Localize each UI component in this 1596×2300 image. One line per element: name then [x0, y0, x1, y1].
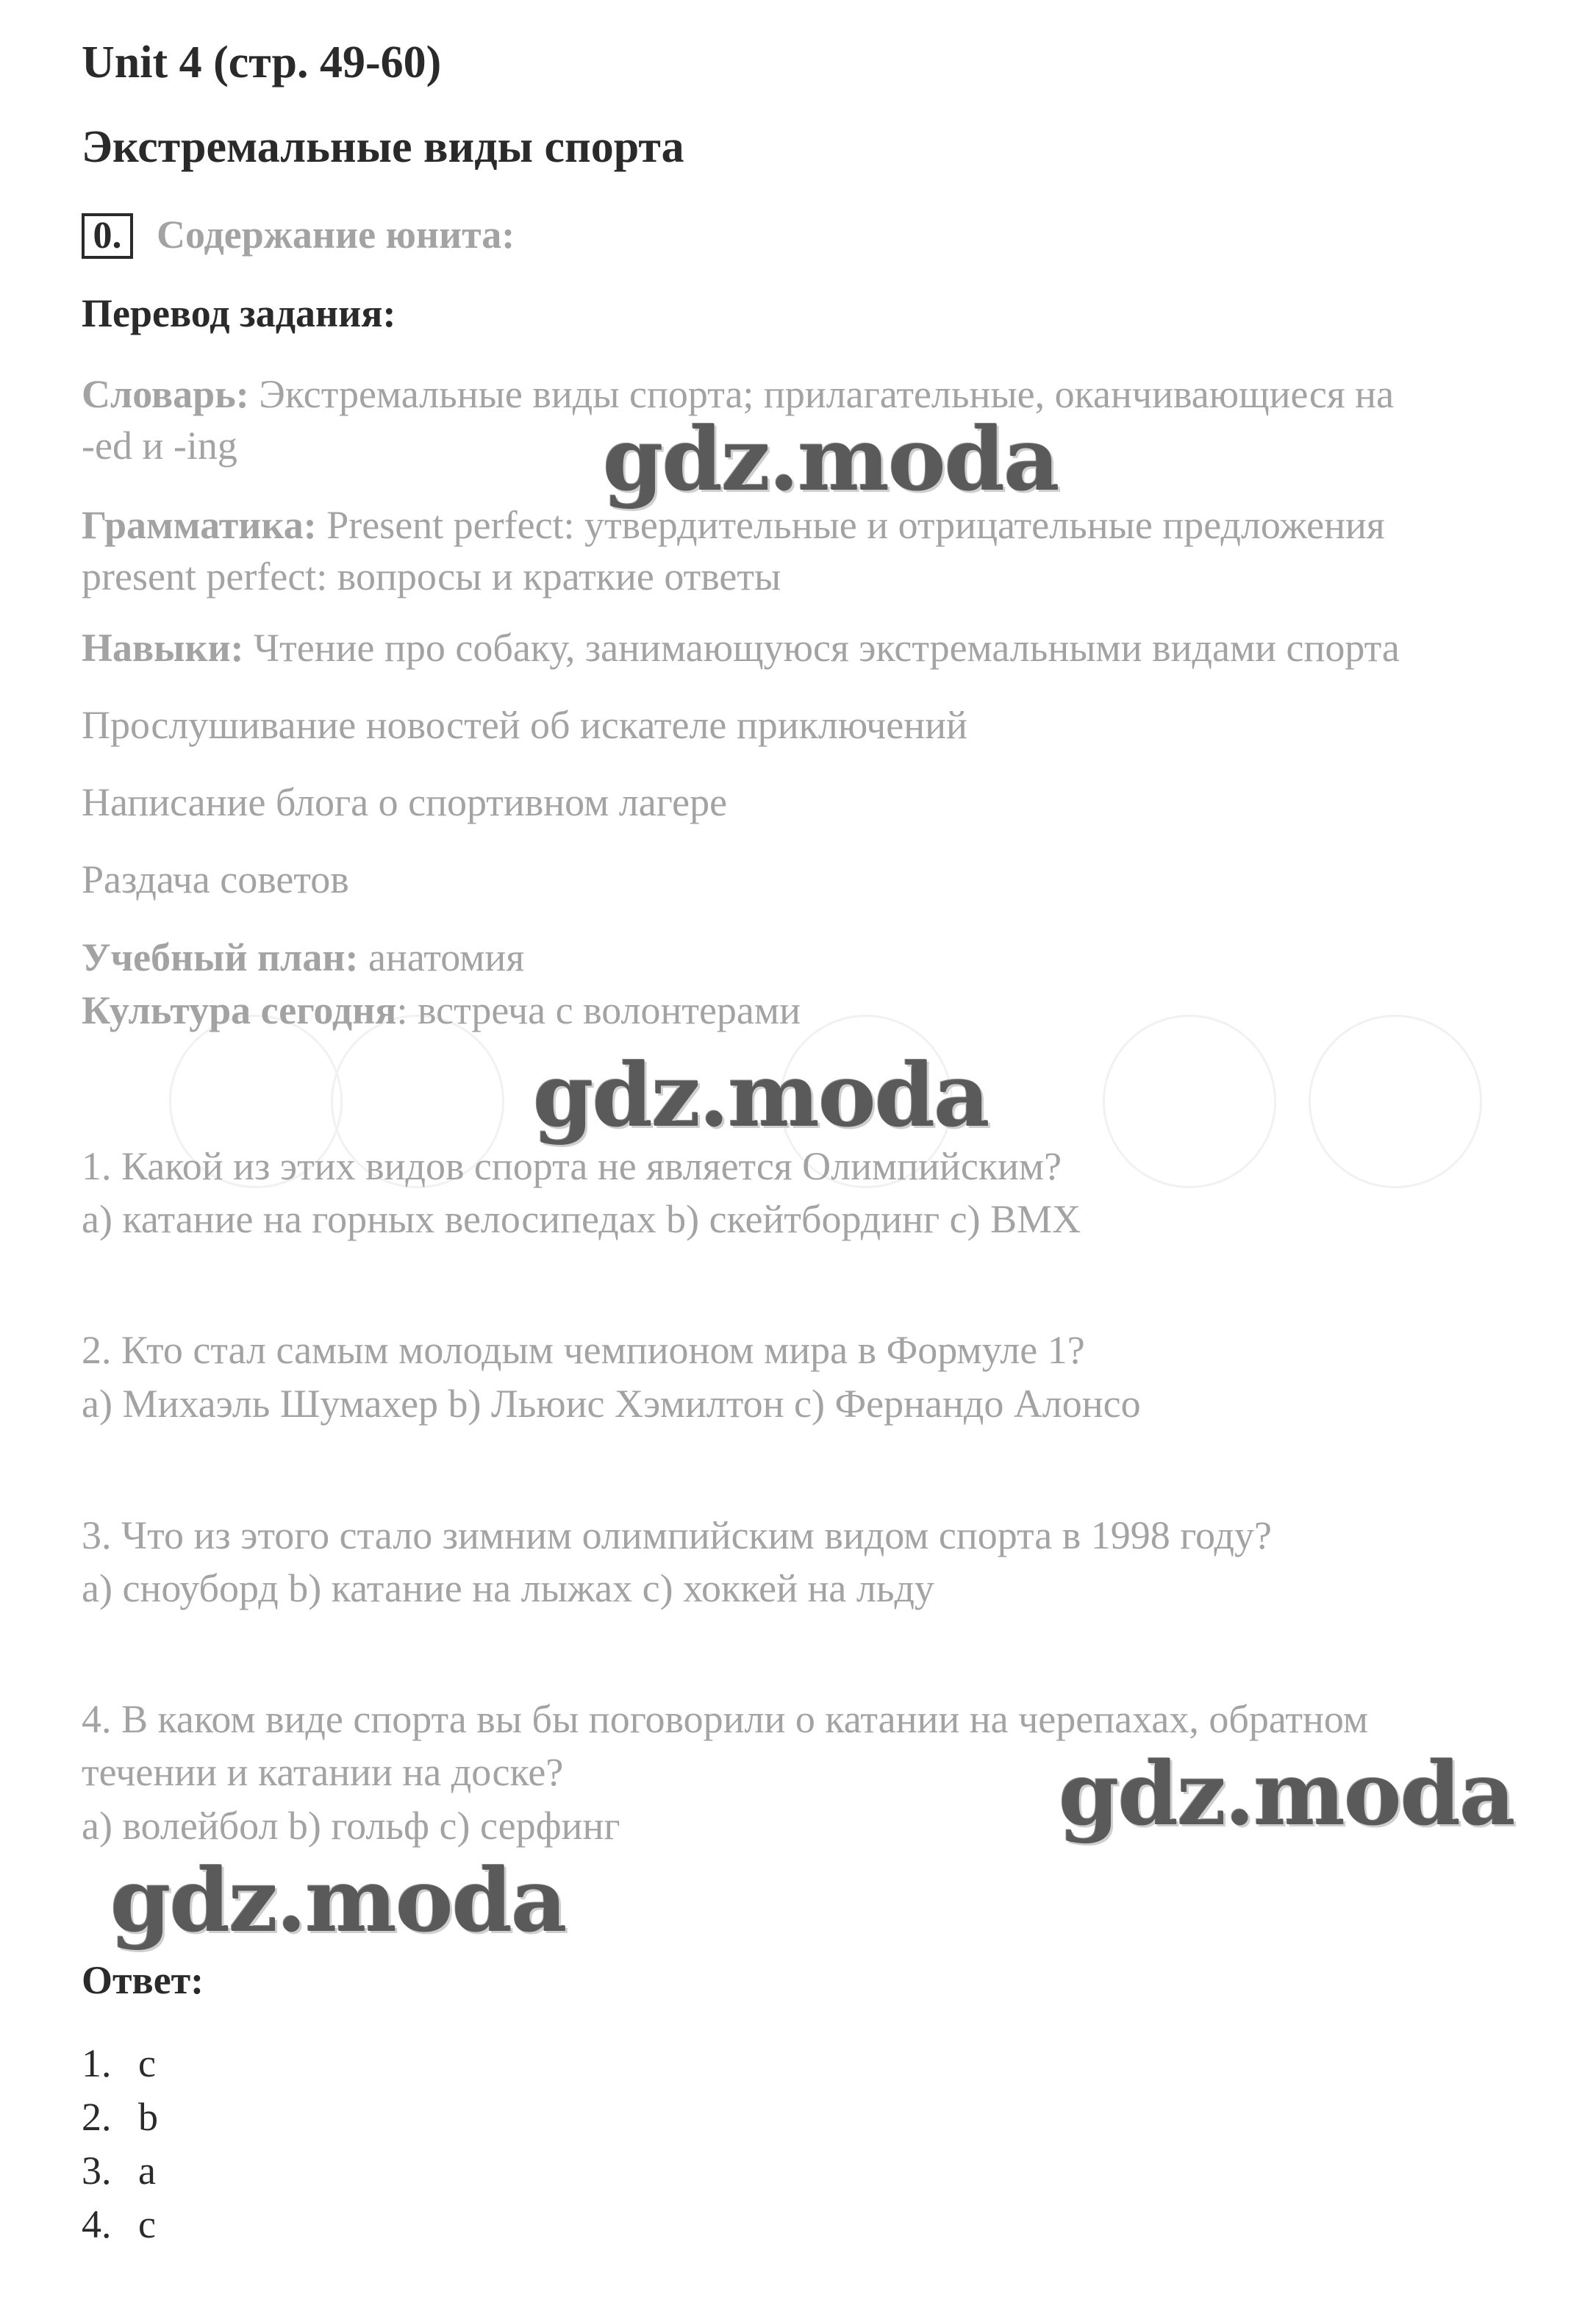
answer-heading: Ответ: [82, 1958, 204, 2002]
question-3: 3. Что из этого стало зимним олимпийским видом спорта в 1998 году? [82, 1513, 1272, 1557]
watermark: gdz.moda [533, 1044, 989, 1146]
section-label: Содержание юнита: [157, 213, 515, 257]
answer-item: 4. c [82, 2202, 156, 2246]
skills-line4: Раздача советов [82, 857, 349, 901]
culture-line [82, 984, 801, 1037]
watermark: gdz.moda [1059, 1743, 1514, 1845]
translation-heading: Перевод задания: [82, 291, 396, 335]
question-4-line2: течении и катании на доске? [82, 1750, 564, 1794]
grammar-label: Грамматика: [82, 503, 317, 547]
question-4-options: а) волейбол b) гольф c) серфинг [82, 1804, 620, 1848]
skills-line2: Прослушивание новостей об искателе приключений [82, 703, 967, 747]
unit-title: Unit 4 (стр. 49-60) [82, 38, 442, 88]
curriculum-value: анатомия [368, 935, 525, 979]
culture-label: Культура сегодня [82, 988, 397, 1032]
vocabulary-text: Экстремальные виды спорта; прилагательные, оканчивающиеся на [259, 372, 1395, 416]
question-1-options: а) катание на горных велосипедах b) скейтбординг c) BMX [82, 1197, 1081, 1241]
curriculum-label: Учебный план: [82, 935, 359, 979]
vocabulary-label: Словарь: [82, 372, 249, 416]
curriculum-line [82, 931, 524, 984]
answer-list [82, 2037, 158, 2251]
question-4-line1: 4. В каком виде спорта вы бы поговорили о катании на черепахах, обратном [82, 1697, 1369, 1741]
grammar-text: Present perfect: утвердительные и отрицательные предложения [326, 503, 1385, 547]
culture-value: : встреча с волонтерами [396, 988, 801, 1032]
skills-label: Навыки: [82, 626, 244, 670]
question-1: 1. Какой из этих видов спорта не является Олимпийским? [82, 1144, 1062, 1188]
decorative-circle [1309, 1015, 1482, 1188]
question-2-options: а) Михаэль Шумахер b) Льюис Хэмилтон c) Фернандо Алонсо [82, 1382, 1141, 1426]
question-3-options: а) сноуборд b) катание на лыжах c) хоккей на льду [82, 1566, 934, 1610]
vocabulary-line2: -ed и -ing [82, 424, 237, 468]
watermark: gdz.moda [110, 1849, 566, 1951]
topic-title: Экстремальные виды спорта [82, 122, 684, 172]
skills-text: Чтение про собаку, занимающуюся экстремальными видами спорта [254, 626, 1400, 670]
grammar-line2: present perfect: вопросы и краткие ответы [82, 554, 781, 599]
skills-line1 [82, 621, 1400, 674]
skills-line3: Написание блога о спортивном лагере [82, 780, 728, 824]
section-number-box: 0. [82, 213, 133, 259]
decorative-circle [1103, 1015, 1276, 1188]
question-2: 2. Кто стал самым молодым чемпионом мира в Формуле 1? [82, 1328, 1085, 1372]
answer-item: 3. a [82, 2149, 156, 2193]
answer-item: 2. b [82, 2095, 158, 2139]
answer-item: 1. c [82, 2041, 156, 2085]
watermark: gdz.moda [603, 408, 1059, 510]
